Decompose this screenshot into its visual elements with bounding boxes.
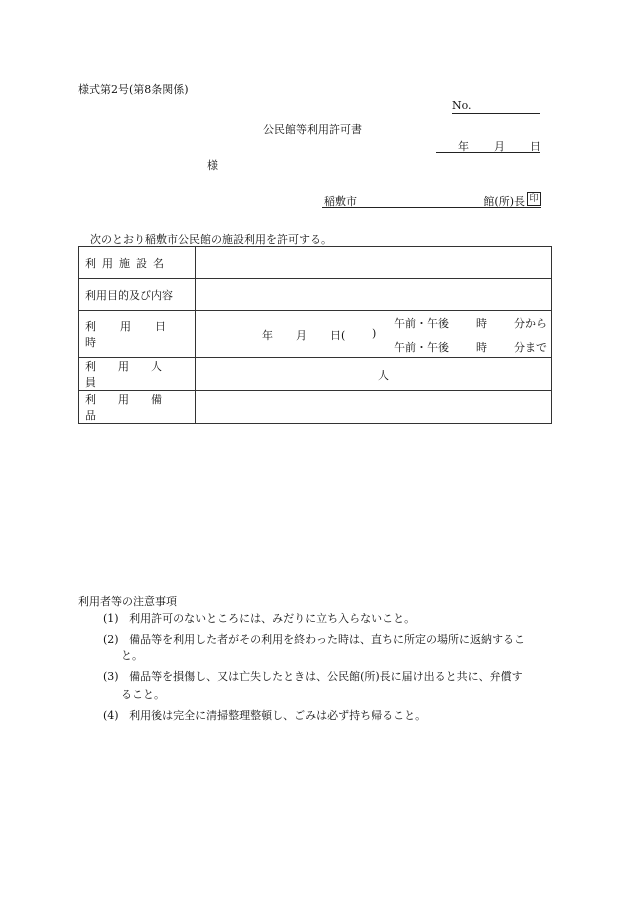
note-item-3-continuation: ること。: [121, 688, 165, 701]
note-item-4: [103, 707, 426, 723]
time-to-hour: 時: [476, 341, 487, 354]
note-item-2-continuation: と。: [121, 649, 143, 662]
time-to-ampm: 午前・午後: [394, 341, 449, 354]
permit-number-field[interactable]: [452, 113, 540, 114]
note-text: 備品等を利用した者がその利用を終わった時は、直ちに所定の場所に返納するこ: [129, 633, 525, 646]
datetime-month: 月: [296, 329, 307, 342]
datetime-weekday-close: ): [372, 327, 377, 340]
table-row: [79, 279, 552, 311]
note-text: 利用後は完全に清掃整理整頓し、ごみは必ず持ち帰ること。: [129, 709, 427, 722]
addressee-suffix: 様: [207, 159, 218, 172]
date-year-label: 年: [458, 140, 469, 153]
facility-input[interactable]: [196, 247, 552, 279]
notes-title: 利用者等の注意事項: [78, 595, 177, 608]
datetime-day: 日(: [330, 329, 346, 342]
datetime-label: [79, 311, 196, 358]
issuer-city: 稲敷市: [324, 195, 357, 208]
issuer-title: 館(所)長: [483, 195, 525, 208]
issue-date-field[interactable]: [436, 138, 540, 153]
time-from-ampm: 午前・午後: [394, 317, 449, 330]
people-input[interactable]: [196, 358, 552, 391]
note-item-2: [103, 631, 525, 647]
note-number: (2): [103, 633, 119, 646]
table-row: [79, 311, 552, 358]
note-number: (3): [103, 670, 119, 683]
table-row: [79, 358, 552, 391]
note-item-1: [103, 610, 415, 626]
form-code: 様式第2号(第8条関係): [78, 83, 189, 96]
purpose-input[interactable]: [196, 279, 552, 311]
date-month-label: 月: [494, 140, 505, 153]
facility-label-text: 利用施設名: [85, 256, 170, 270]
equipment-label: [79, 391, 196, 424]
issuer-block: [322, 193, 541, 208]
datetime-label-text: 利用日時: [85, 320, 190, 349]
time-from-minute: 分から: [514, 317, 547, 330]
intro-text: 次のとおり稲敷市公民館の施設利用を許可する。: [90, 233, 332, 246]
table-row: [79, 391, 552, 424]
time-from-hour: 時: [476, 317, 487, 330]
permit-number-label: No.: [452, 99, 472, 112]
time-to-minute: 分まで: [514, 341, 547, 354]
equipment-label-text: 利用備品: [85, 393, 184, 422]
datetime-year: 年: [262, 329, 273, 342]
table-row: [79, 247, 552, 279]
people-label-text: 利用人員: [85, 360, 184, 389]
note-text: 備品等を損傷し、又は亡失したときは、公民館(所)長に届け出ると共に、弁償す: [129, 670, 523, 683]
note-text: 利用許可のないところには、みだりに立ち入らないこと。: [129, 612, 416, 625]
people-unit: 人: [378, 369, 389, 382]
equipment-input[interactable]: [196, 391, 552, 424]
date-day-label: 日: [530, 140, 541, 153]
people-label: [79, 358, 196, 391]
note-item-3: [103, 668, 523, 684]
purpose-label: 利用目的及び内容: [79, 279, 196, 311]
facility-label: [79, 247, 196, 279]
note-number: (1): [103, 612, 119, 625]
datetime-input[interactable]: [196, 311, 552, 358]
permit-table: [78, 246, 552, 424]
document-title: 公民館等利用許可書: [263, 123, 362, 136]
seal-icon: 印: [527, 192, 541, 206]
note-number: (4): [103, 709, 119, 722]
